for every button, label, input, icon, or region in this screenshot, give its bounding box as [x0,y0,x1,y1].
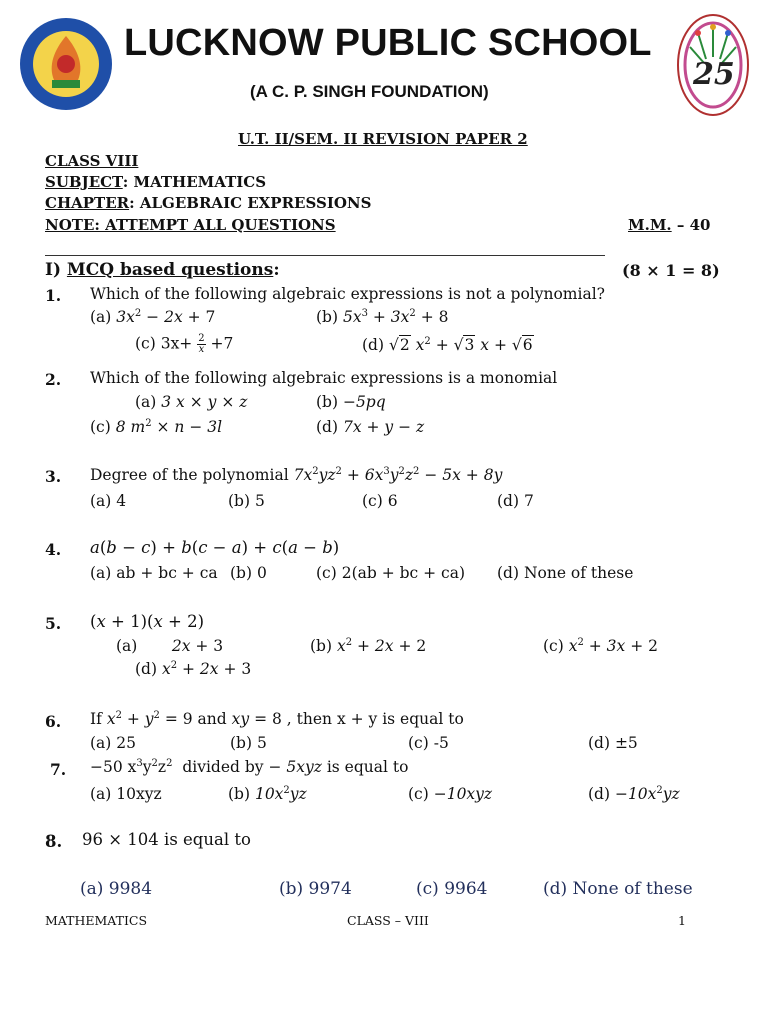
subject-value: : MATHEMATICS [122,173,267,191]
question-number: 3. [45,467,62,486]
paper-title: U.T. II/SEM. II REVISION PAPER 2 [238,130,528,148]
note-line: NOTE: ATTEMPT ALL QUESTIONS [45,216,336,234]
anniversary-number: 25 [693,57,735,92]
question-text-mid: = 9 and [164,710,227,729]
option-a: (a) 4 [90,492,127,510]
option-a: (a) ab + bc + ca [90,564,218,582]
option-a: (a) $3x^2 - 2x + 7$ [90,308,216,327]
option-a: (a) 9984 [80,879,153,899]
option-b: (b) −5pq [316,393,386,411]
option-b: (b) 0 [230,564,267,582]
footer-class: CLASS – VIII [347,913,429,928]
question-expression: a(b − c) + b(c − a) + c(a − b) [90,538,340,557]
anniversary-logo-right [676,13,750,117]
option-a: (a) 25 [90,734,136,752]
option-d: (d) None of these [497,564,634,582]
section-heading [45,260,280,280]
option-d: (d) ±5 [588,734,638,752]
question-text-end: is equal to [326,758,409,777]
subject-line [45,173,266,191]
question-number: 4. [45,540,62,559]
max-marks [628,216,710,234]
option-c: (c) 8 $m^2 \times n - 3l$ [90,418,223,437]
school-logo-left [18,14,114,114]
question-text: 96 × 104 is equal to [82,830,251,849]
option-b: (b) 5 [228,492,265,510]
option-d: (d) None of these [543,879,693,899]
option-a: (a) 2x + 3 [116,637,224,655]
question-text: If $x^2 + y^2 = 9$ and xy = 8 , then x + y is equal to [90,710,464,729]
subject-label: SUBJECT [45,173,123,191]
question-text-end: = 8 , then x + y is equal to [254,710,464,729]
question-number: 1. [45,286,62,305]
option-c: (c) 9964 [416,879,488,899]
question-text: Degree of the polynomial $7x^2yz^2 + 6x^3y^2z^2 - 5x + 8y$ [90,466,503,485]
section-title: MCQ based questions [66,260,274,280]
option-d: (d) $x^2 + 2x + 3$ [135,660,252,679]
question-text-lead: Degree of the polynomial [90,466,289,485]
mm-value: – 40 [671,216,711,234]
school-name: LUCKNOW PUBLIC SCHOOL [124,22,652,64]
option-d: (d) 7x + y − z [316,418,425,436]
option-d: (d) √2 $x^2 + √3$ x + √6 [362,336,533,355]
section-prefix: I) [45,260,67,280]
question-expression: (x + 1)(x + 2) [90,612,204,631]
section-colon: : [273,260,280,280]
question-number: 5. [45,614,62,633]
chapter-label: CHAPTER [45,194,130,212]
mm-label: M.M. [628,216,672,234]
chapter-line [45,194,371,212]
question-text-lead: If [90,710,102,729]
question-text: Which of the following algebraic expressions is not a polynomial? [90,285,605,303]
foundation-name: (A C. P. SINGH FOUNDATION) [250,82,489,101]
question-text-lead: divided by [182,758,264,777]
question-text: −50 $x^3y^2z^2$ divided by − 5xyz is equal to [90,758,409,777]
option-d: (d) 7 [497,492,534,510]
class-line: CLASS VIII [45,152,139,170]
question-number: 2. [45,370,62,389]
option-a: (a) 3 x × y × z [135,393,248,411]
option-b: (b) $10x^2yz$ [228,785,307,804]
chapter-value: : ALGEBRAIC EXPRESSIONS [129,194,372,212]
page-number: 1 [678,913,686,928]
divider-line [45,255,605,256]
section-marks: (8 × 1 = 8) [622,261,720,280]
question-number: 8. [45,832,63,851]
option-d: $(d) -10x^2yz$ [588,785,680,804]
option-c: (c) −10xyz [408,785,493,803]
option-b: (b) $5x^3 + 3x^2 + 8$ [316,308,449,327]
question-text: Which of the following algebraic expressions is a monomial [90,369,558,387]
question-number: 7. [50,760,67,779]
option-b: (b) 5 [230,734,267,752]
question-number: 6. [45,712,62,731]
option-c: (c) 3x+ $\frac{2}{x}$ +7 [135,333,234,355]
option-c: (c) 6 [362,492,398,510]
option-c: (c) 2(ab + bc + ca) [316,564,466,582]
option-b: (b) $x^2 + 2x + 2$ [310,637,427,656]
option-c: (c) $x^2 + 3x + 2$ [543,637,658,656]
footer-subject: MATHEMATICS [45,913,148,928]
option-c: (c) -5 [408,734,449,752]
option-b: (b) 9974 [279,879,352,899]
option-a: (a) 10xyz [90,785,162,803]
